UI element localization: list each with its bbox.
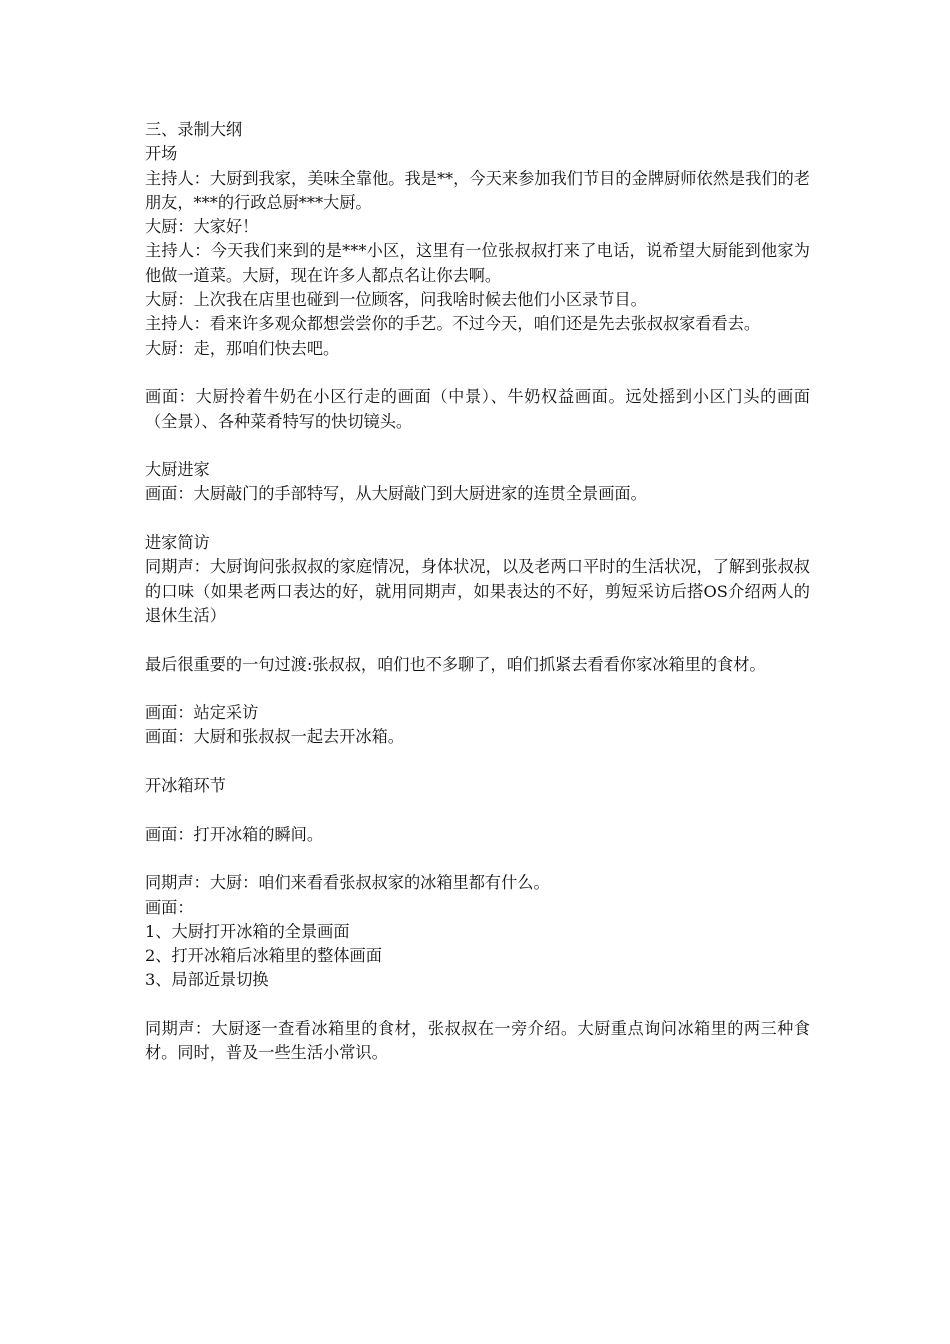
blank-line <box>145 847 810 871</box>
section-heading: 三、录制大纲 <box>145 120 243 139</box>
dialogue-line: 主持人：看来许多观众都想尝尝你的手艺。不过今天，咱们还是先去张叔叔家看看去。 <box>145 314 761 334</box>
blank-line <box>145 750 810 774</box>
blank-line <box>145 993 810 1017</box>
blank-line <box>145 677 810 701</box>
dialogue-line: 大厨：上次我在店里也碰到一位顾客，问我啥时候去他们小区录节目。 <box>145 290 647 310</box>
dialogue-line: 主持人：今天我们来到的是***小区，这里有一位张叔叔打来了电话，说希望大厨能到他家为他做一道菜。大厨，现在许多人都点名让你去啊。 <box>145 241 810 285</box>
subsection-heading-entering-home: 大厨进家 <box>145 460 210 480</box>
scene-description: 画面：大厨敲门的手部特写，从大厨敲门到大厨进家的连贯全景画面。 <box>145 484 647 504</box>
dialogue-line: 主持人：大厨到我家，美味全靠他。我是**，今天来参加我们节目的金牌厨师依然是我们的老朋友，***的行政总厨***大厨。 <box>145 168 810 212</box>
subsection-heading-opening: 开场 <box>145 144 178 164</box>
list-item: 1、大厨打开冰箱的全景画面 <box>145 921 350 941</box>
document-body <box>145 118 810 1066</box>
scene-description: 画面：打开冰箱的瞬间。 <box>145 824 324 844</box>
list-item: 3、局部近景切换 <box>145 970 269 990</box>
sync-sound-description: 同期声：大厨询问张叔叔的家庭情况，身体状况，以及老两口平时的生活状况，了解到张叔叔的口味（如果老两口表达的好，就用同期声，如果表达的不好，剪短采访后搭OS介绍两人的退休生活） <box>145 557 810 625</box>
dialogue-line: 大厨：大家好！ <box>145 217 259 237</box>
scene-description: 画面： <box>145 897 194 917</box>
sync-sound-description: 同期声：大厨：咱们来看看张叔叔家的冰箱里都有什么。 <box>145 873 550 893</box>
subsection-heading-fridge: 开冰箱环节 <box>145 776 226 796</box>
blank-line <box>145 361 810 385</box>
transition-note: 最后很重要的一句过渡:张叔叔，咱们也不多聊了，咱们抓紧去看看你家冰箱里的食材。 <box>145 654 766 674</box>
subsection-heading-home-interview: 进家简访 <box>145 533 210 553</box>
blank-line <box>145 507 810 531</box>
scene-description: 画面：大厨拎着牛奶在小区行走的画面（中景）、牛奶权益画面。远处摇到小区门头的画面（全景）、各种菜肴特写的快切镜头。 <box>145 387 810 431</box>
blank-line <box>145 798 810 822</box>
dialogue-line: 大厨：走，那咱们快去吧。 <box>145 338 340 358</box>
list-item: 2、打开冰箱后冰箱里的整体画面 <box>145 946 382 966</box>
scene-description: 画面：站定采访 <box>145 703 259 723</box>
blank-line <box>145 434 810 458</box>
sync-sound-description: 同期声：大厨逐一查看冰箱里的食材，张叔叔在一旁介绍。大厨重点询问冰箱里的两三种食材。同时，普及一些生活小常识。 <box>145 1018 810 1063</box>
blank-line <box>145 628 810 652</box>
scene-description: 画面：大厨和张叔叔一起去开冰箱。 <box>145 727 404 747</box>
